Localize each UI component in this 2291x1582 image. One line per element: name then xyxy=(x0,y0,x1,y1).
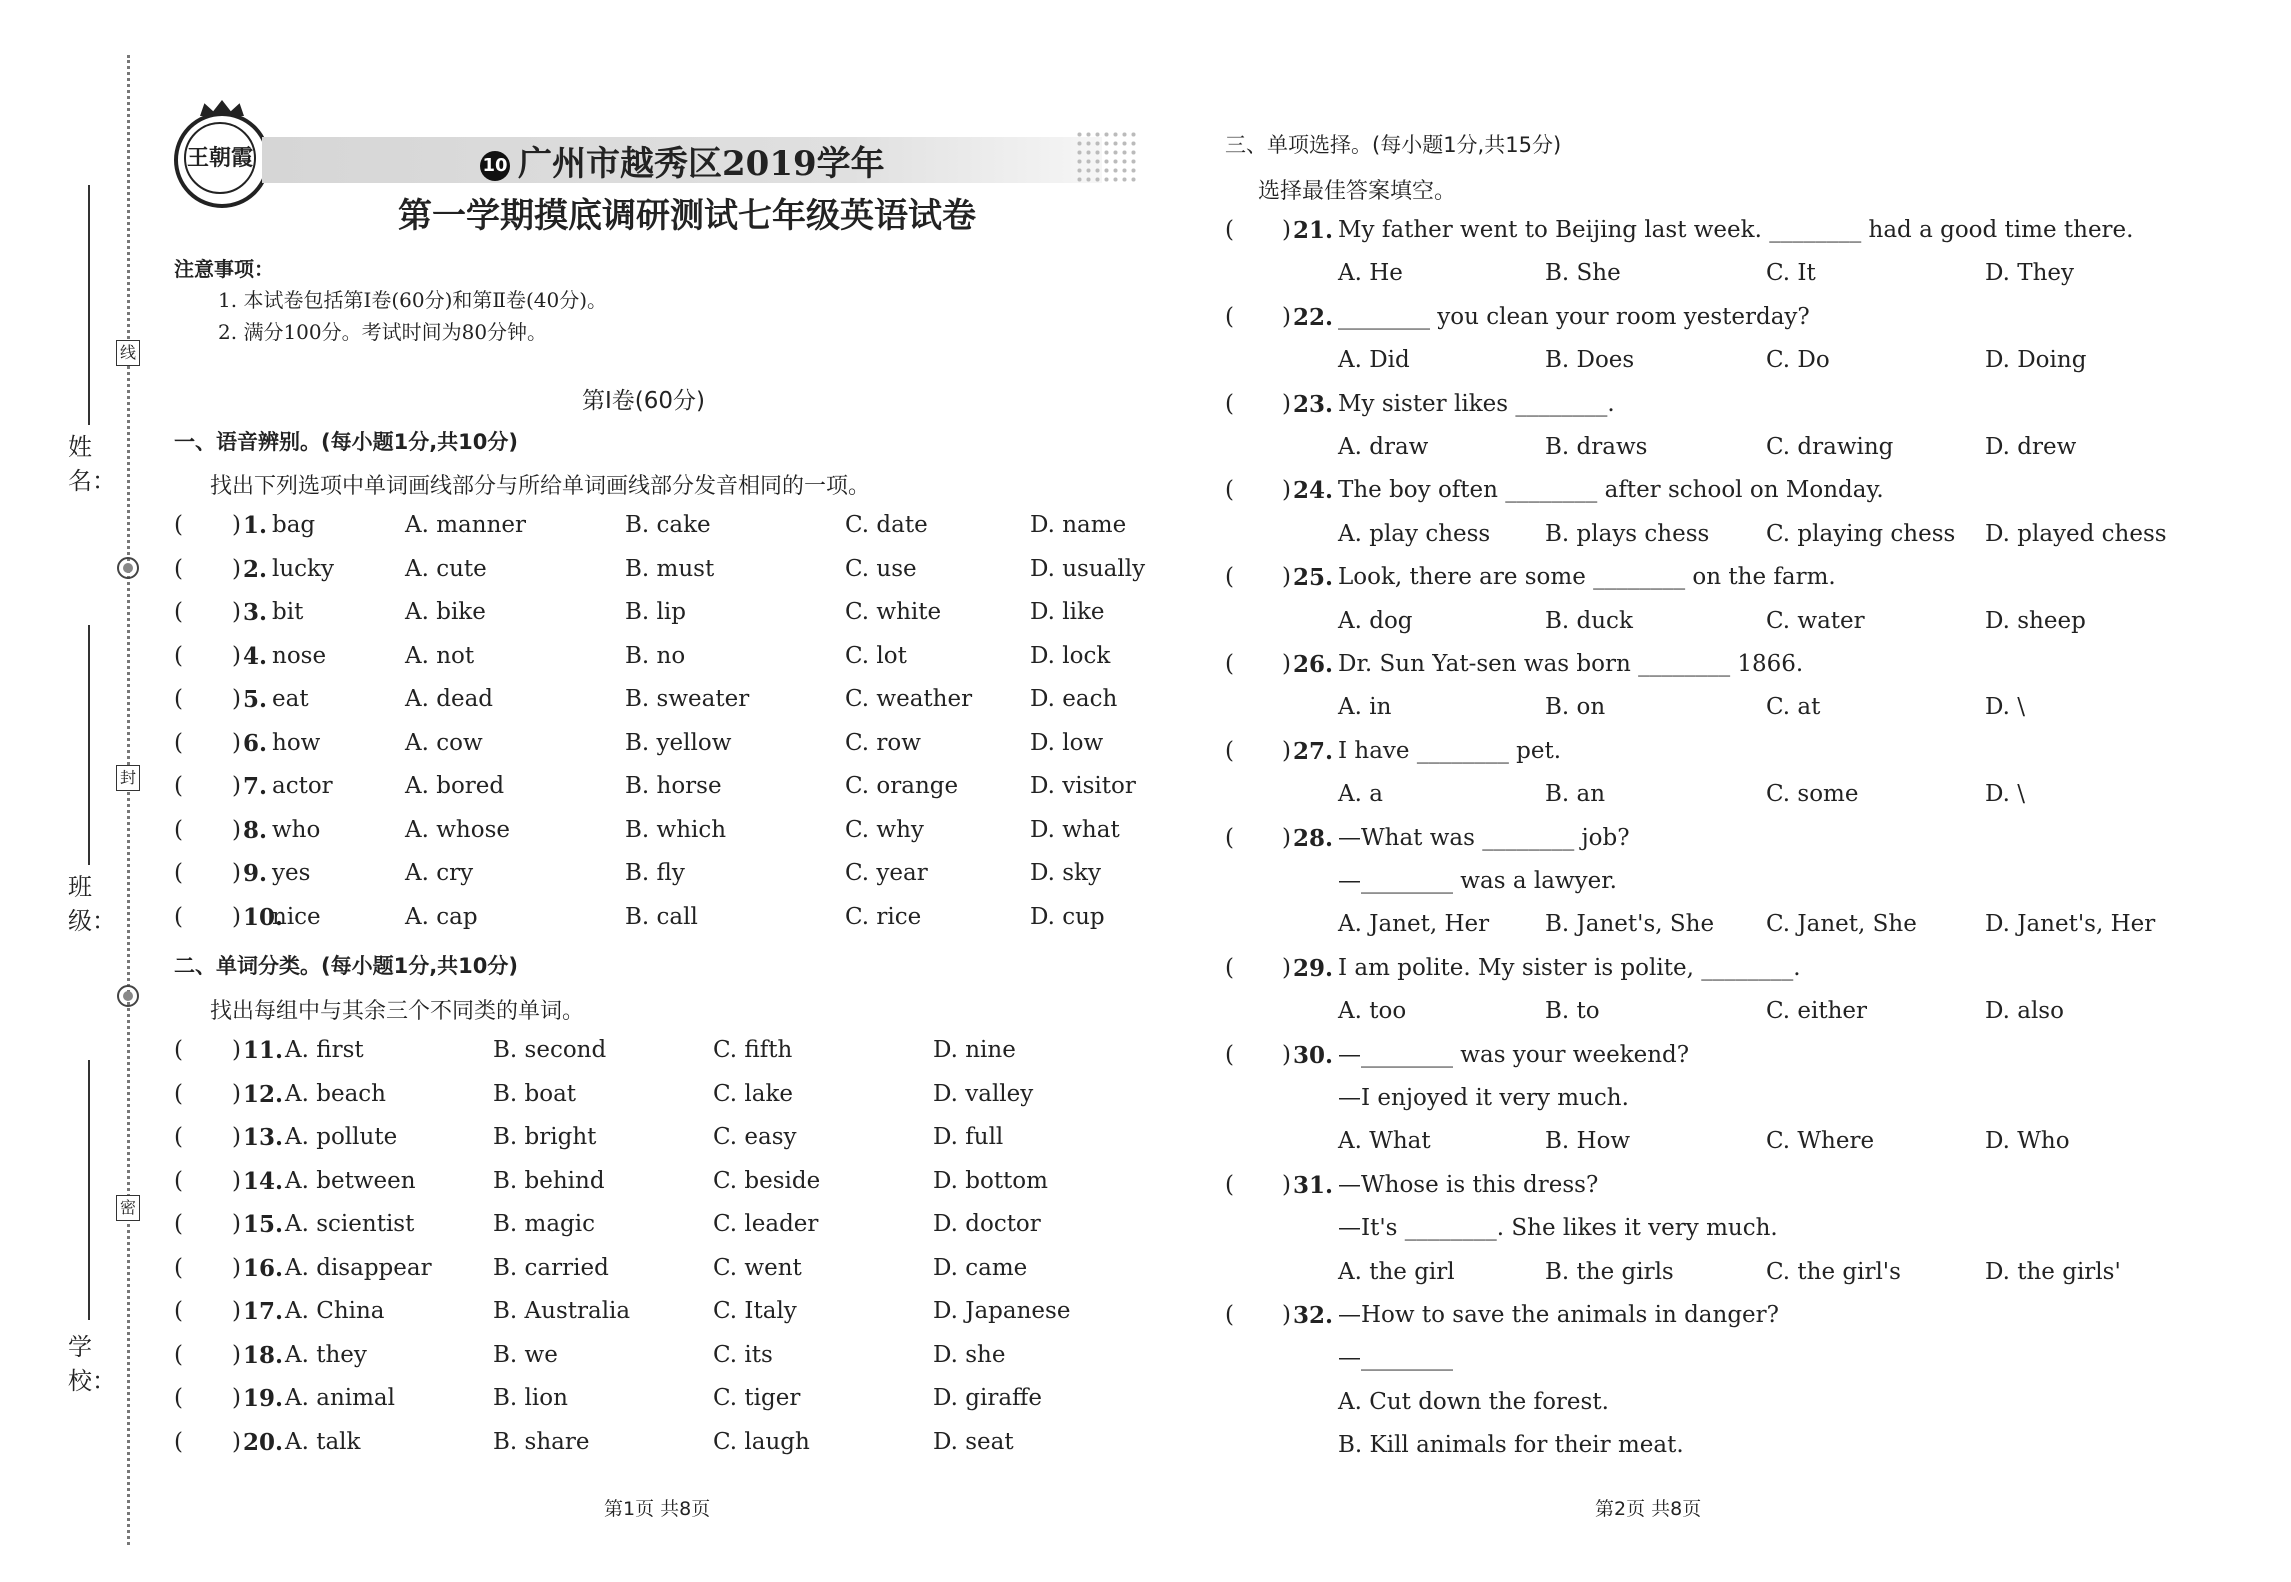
option-a[interactable]: A. He xyxy=(1338,260,1403,287)
option-d[interactable]: D. Doing xyxy=(1985,347,2087,374)
section1-heading: 一、语音辨别。(每小题1分,共10分) xyxy=(174,430,519,454)
question-number: 12. xyxy=(243,1080,284,1108)
question-number: 9. xyxy=(243,860,268,887)
option-d[interactable]: D. like xyxy=(1030,599,1105,625)
question-word: eat xyxy=(272,686,309,712)
question-number: 7. xyxy=(243,773,268,800)
question-word: bit xyxy=(272,599,304,625)
option-d[interactable]: D. visitor xyxy=(1030,773,1136,799)
option-d[interactable]: D. cup xyxy=(1030,903,1105,930)
question-word: actor xyxy=(272,773,333,799)
question-number: 14. xyxy=(243,1167,284,1195)
option-d[interactable]: D. low xyxy=(1030,729,1104,756)
option-b[interactable]: B. She xyxy=(1545,260,1621,287)
option-d[interactable]: D. usually xyxy=(1030,555,1146,582)
option-d[interactable]: D. \ xyxy=(1985,694,2025,721)
answer-bracket: ( xyxy=(174,860,183,886)
exam-title-line1: 10 广州市越秀区2019学年 xyxy=(480,136,885,185)
option-a[interactable]: A. manner xyxy=(405,512,526,538)
option-b[interactable]: B. share xyxy=(493,1428,590,1455)
answer-bracket: ) xyxy=(1282,390,1291,417)
option-a[interactable]: A. animal xyxy=(285,1385,395,1411)
option-b[interactable]: B. sweater xyxy=(625,686,750,712)
binding-circle-icon xyxy=(117,985,139,1007)
answer-bracket: ) xyxy=(232,1385,241,1411)
answer-bracket: ( xyxy=(174,729,183,756)
answer-bracket: ( xyxy=(174,1211,183,1237)
class-blank-line xyxy=(88,625,90,865)
option-d[interactable]: D. played chess xyxy=(1985,520,2167,547)
option-b[interactable]: B. lion xyxy=(493,1385,568,1411)
option-a[interactable]: A. they xyxy=(285,1341,367,1368)
class-label: 班 级： xyxy=(68,873,116,935)
option-c[interactable]: C. its xyxy=(713,1341,773,1368)
option-c[interactable]: C. weather xyxy=(845,686,973,712)
answer-bracket: ( xyxy=(1225,564,1234,591)
option-a[interactable]: A. draw xyxy=(1338,434,1429,460)
answer-bracket: ) xyxy=(232,555,241,582)
answer-bracket: ) xyxy=(1282,217,1291,243)
question-stem: I am polite. My sister is polite, ________. xyxy=(1338,954,1801,981)
option-c[interactable]: C. playing chess xyxy=(1766,520,1956,547)
answer-bracket: ( xyxy=(174,1080,183,1107)
part1-title: 第Ⅰ卷(60分) xyxy=(582,388,705,414)
answer-bracket: ) xyxy=(232,860,241,886)
answer-bracket: ) xyxy=(1282,954,1291,981)
section3-instruction: 选择最佳答案填空。 xyxy=(1258,179,1457,204)
option-a[interactable]: A. bored xyxy=(405,773,505,799)
answer-bracket: ( xyxy=(174,642,183,669)
name-label: 姓 名： xyxy=(68,433,116,495)
option-b[interactable]: B. cake xyxy=(625,512,711,538)
option-d[interactable]: D. giraffe xyxy=(933,1385,1042,1411)
option-c[interactable]: C. why xyxy=(845,816,924,843)
option-b[interactable]: B. draws xyxy=(1545,434,1648,460)
question-word: yes xyxy=(272,860,311,886)
option-d[interactable]: D. doctor xyxy=(933,1211,1041,1237)
answer-bracket: ( xyxy=(1225,651,1234,677)
option-a[interactable]: A. beach xyxy=(285,1080,386,1107)
answer-bracket: ( xyxy=(174,1254,183,1281)
option-b[interactable]: B. lip xyxy=(625,599,686,625)
binding-circle-icon xyxy=(117,557,139,579)
section2-instruction: 找出每组中与其余三个不同类的单词。 xyxy=(210,999,585,1024)
answer-bracket: ( xyxy=(174,1298,183,1324)
option-b[interactable]: B. horse xyxy=(625,773,722,799)
option-d[interactable]: D. drew xyxy=(1985,434,2077,460)
answer-bracket: ( xyxy=(1225,390,1234,417)
answer-bracket: ( xyxy=(1225,303,1234,330)
answer-bracket: ) xyxy=(232,773,241,799)
option-a[interactable]: A. scientist xyxy=(285,1211,415,1237)
answer-bracket: ) xyxy=(232,1254,241,1281)
answer-bracket: ) xyxy=(232,729,241,756)
option-b[interactable]: B. on xyxy=(1545,694,1606,721)
option-c[interactable]: C. the girl's xyxy=(1766,1258,1901,1285)
answer-bracket: ( xyxy=(174,686,183,712)
option-d[interactable]: D. nine xyxy=(933,1037,1016,1063)
option-a[interactable]: A. What xyxy=(1338,1128,1431,1155)
option-b[interactable]: B. fly xyxy=(625,860,685,886)
question-number: 13. xyxy=(243,1124,284,1151)
option-b[interactable]: B. an xyxy=(1545,781,1606,808)
option-d[interactable]: D. she xyxy=(933,1341,1006,1368)
answer-bracket: ) xyxy=(1282,303,1291,330)
answer-bracket: ) xyxy=(1282,1171,1291,1198)
option-a[interactable]: A. cry xyxy=(405,860,474,886)
option-d[interactable]: D. name xyxy=(1030,512,1127,538)
answer-bracket: ) xyxy=(232,1037,241,1063)
answer-bracket: ( xyxy=(1225,477,1234,504)
option-c[interactable]: C. tiger xyxy=(713,1385,801,1411)
answer-bracket: ( xyxy=(1225,1171,1234,1198)
option-b[interactable]: B. Kill animals for their meat. xyxy=(1338,1432,1684,1459)
answer-bracket: ( xyxy=(174,773,183,799)
option-b[interactable]: B. the girls xyxy=(1545,1258,1674,1285)
option-c[interactable]: C. fifth xyxy=(713,1037,793,1063)
answer-bracket: ) xyxy=(232,512,241,538)
option-b[interactable]: B. must xyxy=(625,555,715,582)
question-number: 2. xyxy=(243,555,268,583)
question-stem: My father went to Beijing last week. ________ had a good time there. xyxy=(1338,217,2134,243)
question-number: 1. xyxy=(243,512,268,539)
answer-bracket: ( xyxy=(174,1341,183,1368)
answer-bracket: ( xyxy=(1225,824,1234,851)
question-stem-line2: —It's ________. She likes it very much. xyxy=(1338,1215,1778,1242)
option-b[interactable]: B. second xyxy=(493,1037,607,1063)
answer-bracket: ) xyxy=(1282,737,1291,764)
question-number: 30. xyxy=(1293,1041,1334,1069)
school-label: 学 校： xyxy=(68,1333,116,1395)
option-b[interactable]: B. plays chess xyxy=(1545,520,1710,547)
question-number: 11. xyxy=(243,1037,284,1064)
answer-bracket: ) xyxy=(232,903,241,930)
option-d[interactable]: D. \ xyxy=(1985,781,2025,808)
option-b[interactable]: B. Janet's, She xyxy=(1545,911,1715,938)
option-c[interactable]: C. Italy xyxy=(713,1298,797,1324)
question-stem: —Whose is this dress? xyxy=(1338,1171,1599,1198)
question-number: 4. xyxy=(243,642,268,670)
page2-footer: 第2页 共8页 xyxy=(1595,1498,1702,1520)
answer-bracket: ( xyxy=(174,1037,183,1063)
option-b[interactable]: B. behind xyxy=(493,1167,605,1194)
option-d[interactable]: D. bottom xyxy=(933,1167,1048,1194)
exam-title-line2: 第一学期摸底调研测试七年级英语试卷 xyxy=(398,196,976,236)
option-a[interactable]: A. in xyxy=(1338,694,1392,721)
question-number: 32. xyxy=(1293,1302,1334,1329)
option-c[interactable]: C. Janet, She xyxy=(1766,911,1917,938)
option-c[interactable]: C. drawing xyxy=(1766,434,1894,460)
question-number: 16. xyxy=(243,1254,284,1282)
seal-line-mark: 线 xyxy=(116,340,140,366)
answer-bracket: ( xyxy=(1225,954,1234,981)
question-number: 31. xyxy=(1293,1171,1334,1199)
option-c[interactable]: C. lot xyxy=(845,642,907,669)
option-a[interactable]: A. cute xyxy=(405,555,487,582)
answer-bracket: ) xyxy=(232,816,241,843)
option-c[interactable]: C. at xyxy=(1766,694,1821,721)
answer-bracket: ( xyxy=(174,599,183,625)
answer-bracket: ) xyxy=(232,1167,241,1194)
question-number: 27. xyxy=(1293,737,1334,765)
option-d[interactable]: D. They xyxy=(1985,260,2075,287)
option-d[interactable]: D. sky xyxy=(1030,860,1101,886)
question-stem: ________ you clean your room yesterday? xyxy=(1338,303,1810,330)
answer-bracket: ) xyxy=(232,642,241,669)
answer-bracket: ) xyxy=(232,1341,241,1368)
option-d[interactable]: D. seat xyxy=(933,1428,1014,1455)
question-number: 29. xyxy=(1293,954,1334,982)
option-b[interactable]: B. duck xyxy=(1545,607,1633,634)
option-b[interactable]: B. we xyxy=(493,1341,558,1368)
answer-bracket: ) xyxy=(232,599,241,625)
option-d[interactable]: D. what xyxy=(1030,816,1120,843)
option-b[interactable]: B. boat xyxy=(493,1080,577,1107)
question-number: 3. xyxy=(243,599,268,626)
notes-title: 注意事项： xyxy=(174,257,274,281)
option-d[interactable]: D. Japanese xyxy=(933,1298,1071,1324)
question-stem: My sister likes ________. xyxy=(1338,390,1615,417)
answer-bracket: ) xyxy=(1282,477,1291,504)
question-number: 5. xyxy=(243,686,268,713)
answer-bracket: ) xyxy=(232,1298,241,1324)
answer-bracket: ) xyxy=(232,1080,241,1107)
option-a[interactable]: A. between xyxy=(285,1167,416,1194)
question-number: 18. xyxy=(243,1341,284,1369)
question-number: 28. xyxy=(1293,824,1334,852)
option-d[interactable]: D. lock xyxy=(1030,642,1111,669)
section2-heading: 二、单词分类。(每小题1分,共10分) xyxy=(174,954,519,978)
option-a[interactable]: A. play chess xyxy=(1338,520,1491,547)
option-a[interactable]: A. first xyxy=(285,1037,364,1063)
option-c[interactable]: C. year xyxy=(845,860,928,886)
question-number: 8. xyxy=(243,816,268,844)
option-c[interactable]: C. went xyxy=(713,1254,802,1281)
question-number: 21. xyxy=(1293,217,1334,244)
option-c[interactable]: C. orange xyxy=(845,773,959,799)
option-d[interactable]: D. came xyxy=(933,1254,1028,1281)
answer-bracket: ) xyxy=(232,1211,241,1237)
option-a[interactable]: A. not xyxy=(405,642,475,669)
name-blank-line xyxy=(88,185,90,425)
option-c[interactable]: C. white xyxy=(845,599,942,625)
option-a[interactable]: A. cow xyxy=(405,729,483,756)
question-number: 26. xyxy=(1293,651,1334,678)
answer-bracket: ) xyxy=(232,1428,241,1455)
banner-dots-decoration xyxy=(1075,130,1140,185)
option-d[interactable]: D. Janet's, Her xyxy=(1985,911,2156,938)
option-b[interactable]: B. yellow xyxy=(625,729,732,756)
option-a[interactable]: A. dead xyxy=(405,686,494,712)
option-a[interactable]: A. dog xyxy=(1338,607,1413,634)
question-number: 22. xyxy=(1293,303,1334,331)
question-word: lucky xyxy=(272,555,334,582)
option-d[interactable]: D. valley xyxy=(933,1080,1034,1107)
answer-bracket: ( xyxy=(174,816,183,843)
answer-bracket: ) xyxy=(1282,824,1291,851)
option-b[interactable]: B. How xyxy=(1545,1128,1631,1155)
answer-bracket: ( xyxy=(1225,737,1234,764)
question-stem-line2: —________ was a lawyer. xyxy=(1338,868,1617,894)
answer-bracket: ) xyxy=(1282,651,1291,677)
option-c[interactable]: C. use xyxy=(845,555,917,582)
option-c[interactable]: C. some xyxy=(1766,781,1859,808)
notes-item-2: 2. 满分100分。考试时间为80分钟。 xyxy=(218,320,548,344)
section1-instruction: 找出下列选项中单词画线部分与所给单词画线部分发音相同的一项。 xyxy=(210,474,871,499)
option-d[interactable]: D. each xyxy=(1030,686,1118,712)
option-c[interactable]: C. easy xyxy=(713,1124,797,1150)
binding-dotted-line xyxy=(127,55,130,1545)
answer-bracket: ( xyxy=(174,512,183,538)
question-stem: I have ________ pet. xyxy=(1338,737,1562,764)
answer-bracket: ( xyxy=(174,1428,183,1455)
answer-bracket: ( xyxy=(1225,1041,1234,1068)
option-c[interactable]: C. Do xyxy=(1766,347,1830,374)
question-stem: —What was ________ job? xyxy=(1338,824,1630,851)
option-c[interactable]: C. beside xyxy=(713,1167,821,1194)
section3-heading: 三、单项选择。(每小题1分,共15分) xyxy=(1225,133,1562,157)
answer-bracket: ) xyxy=(232,686,241,712)
notes-item-1: 1. 本试卷包括第Ⅰ卷(60分)和第Ⅱ卷(40分)。 xyxy=(218,288,608,312)
question-number: 20. xyxy=(243,1428,284,1456)
option-b[interactable]: B. magic xyxy=(493,1211,596,1237)
logo-text: 王朝霞 xyxy=(184,122,256,194)
question-word: nice xyxy=(272,903,321,930)
question-stem: Look, there are some ________ on the farm. xyxy=(1338,564,1836,591)
option-a[interactable]: A. disappear xyxy=(285,1254,432,1281)
question-stem: —________ was your weekend? xyxy=(1338,1041,1690,1068)
question-number: 23. xyxy=(1293,390,1334,418)
option-d[interactable]: D. Who xyxy=(1985,1128,2070,1155)
option-c[interactable]: C. water xyxy=(1766,607,1865,634)
option-a[interactable]: A. the girl xyxy=(1338,1258,1455,1285)
option-a[interactable]: A. Did xyxy=(1338,347,1410,374)
question-stem: The boy often ________ after school on Monday. xyxy=(1338,477,1884,504)
option-c[interactable]: C. It xyxy=(1766,260,1816,287)
option-a[interactable]: A. China xyxy=(285,1298,385,1324)
question-number: 19. xyxy=(243,1385,284,1412)
seal-mi-mark: 密 xyxy=(116,1195,140,1221)
question-stem-line2: —I enjoyed it very much. xyxy=(1338,1085,1629,1111)
option-b[interactable]: B. no xyxy=(625,642,686,669)
question-number: 6. xyxy=(243,729,268,757)
question-word: who xyxy=(272,816,321,843)
question-number: 24. xyxy=(1293,477,1334,505)
answer-bracket: ( xyxy=(174,903,183,930)
option-b[interactable]: B. Australia xyxy=(493,1298,631,1324)
page1-footer: 第1页 共8页 xyxy=(604,1498,711,1520)
option-c[interactable]: C. laugh xyxy=(713,1428,810,1455)
option-c[interactable]: C. date xyxy=(845,512,928,538)
exam-number-badge: 10 xyxy=(480,151,510,181)
seal-feng-mark: 封 xyxy=(116,765,140,791)
option-a[interactable]: A. Cut down the forest. xyxy=(1338,1388,1609,1415)
answer-bracket: ( xyxy=(1225,1302,1234,1328)
question-word: nose xyxy=(272,642,327,669)
crown-icon xyxy=(200,100,244,116)
option-a[interactable]: A. talk xyxy=(285,1428,361,1455)
question-stem: Dr. Sun Yat-sen was born ________ 1866. xyxy=(1338,651,1804,677)
question-number: 17. xyxy=(243,1298,284,1325)
option-a[interactable]: A. too xyxy=(1338,998,1407,1025)
option-d[interactable]: D. full xyxy=(933,1124,1004,1150)
answer-bracket: ) xyxy=(232,1124,241,1150)
option-d[interactable]: D. sheep xyxy=(1985,607,2086,634)
option-a[interactable]: A. Janet, Her xyxy=(1338,911,1490,938)
question-stem: —How to save the animals in danger? xyxy=(1338,1302,1779,1328)
answer-bracket: ( xyxy=(174,1124,183,1150)
answer-bracket: ( xyxy=(174,1385,183,1411)
option-b[interactable]: B. call xyxy=(625,903,698,930)
answer-bracket: ) xyxy=(1282,564,1291,591)
question-stem-line2: —________ xyxy=(1338,1345,1453,1372)
answer-bracket: ( xyxy=(174,1167,183,1194)
option-c[interactable]: C. row xyxy=(845,729,921,756)
option-c[interactable]: C. either xyxy=(1766,998,1868,1025)
answer-bracket: ( xyxy=(1225,217,1234,243)
option-d[interactable]: D. also xyxy=(1985,998,2064,1025)
option-a[interactable]: A. bike xyxy=(405,599,486,625)
option-a[interactable]: A. whose xyxy=(405,816,510,843)
option-c[interactable]: C. rice xyxy=(845,903,922,930)
option-c[interactable]: C. Where xyxy=(1766,1128,1875,1155)
school-blank-line xyxy=(88,1060,90,1320)
option-d[interactable]: D. the girls' xyxy=(1985,1258,2121,1285)
question-word: how xyxy=(272,729,321,756)
option-b[interactable]: B. bright xyxy=(493,1124,597,1150)
option-b[interactable]: B. Does xyxy=(1545,347,1635,374)
answer-bracket: ( xyxy=(174,555,183,582)
question-number: 15. xyxy=(243,1211,284,1238)
option-a[interactable]: A. pollute xyxy=(285,1124,398,1150)
option-c[interactable]: C. lake xyxy=(713,1080,794,1107)
option-b[interactable]: B. carried xyxy=(493,1254,609,1281)
option-b[interactable]: B. which xyxy=(625,816,727,843)
option-c[interactable]: C. leader xyxy=(713,1211,819,1237)
publisher-logo xyxy=(174,112,270,208)
answer-bracket: ) xyxy=(1282,1302,1291,1328)
question-word: bag xyxy=(272,512,316,538)
answer-bracket: ) xyxy=(1282,1041,1291,1068)
option-a[interactable]: A. a xyxy=(1338,781,1383,808)
question-number: 10. xyxy=(243,903,284,931)
option-a[interactable]: A. cap xyxy=(405,903,478,930)
question-number: 25. xyxy=(1293,564,1334,592)
option-b[interactable]: B. to xyxy=(1545,998,1600,1025)
